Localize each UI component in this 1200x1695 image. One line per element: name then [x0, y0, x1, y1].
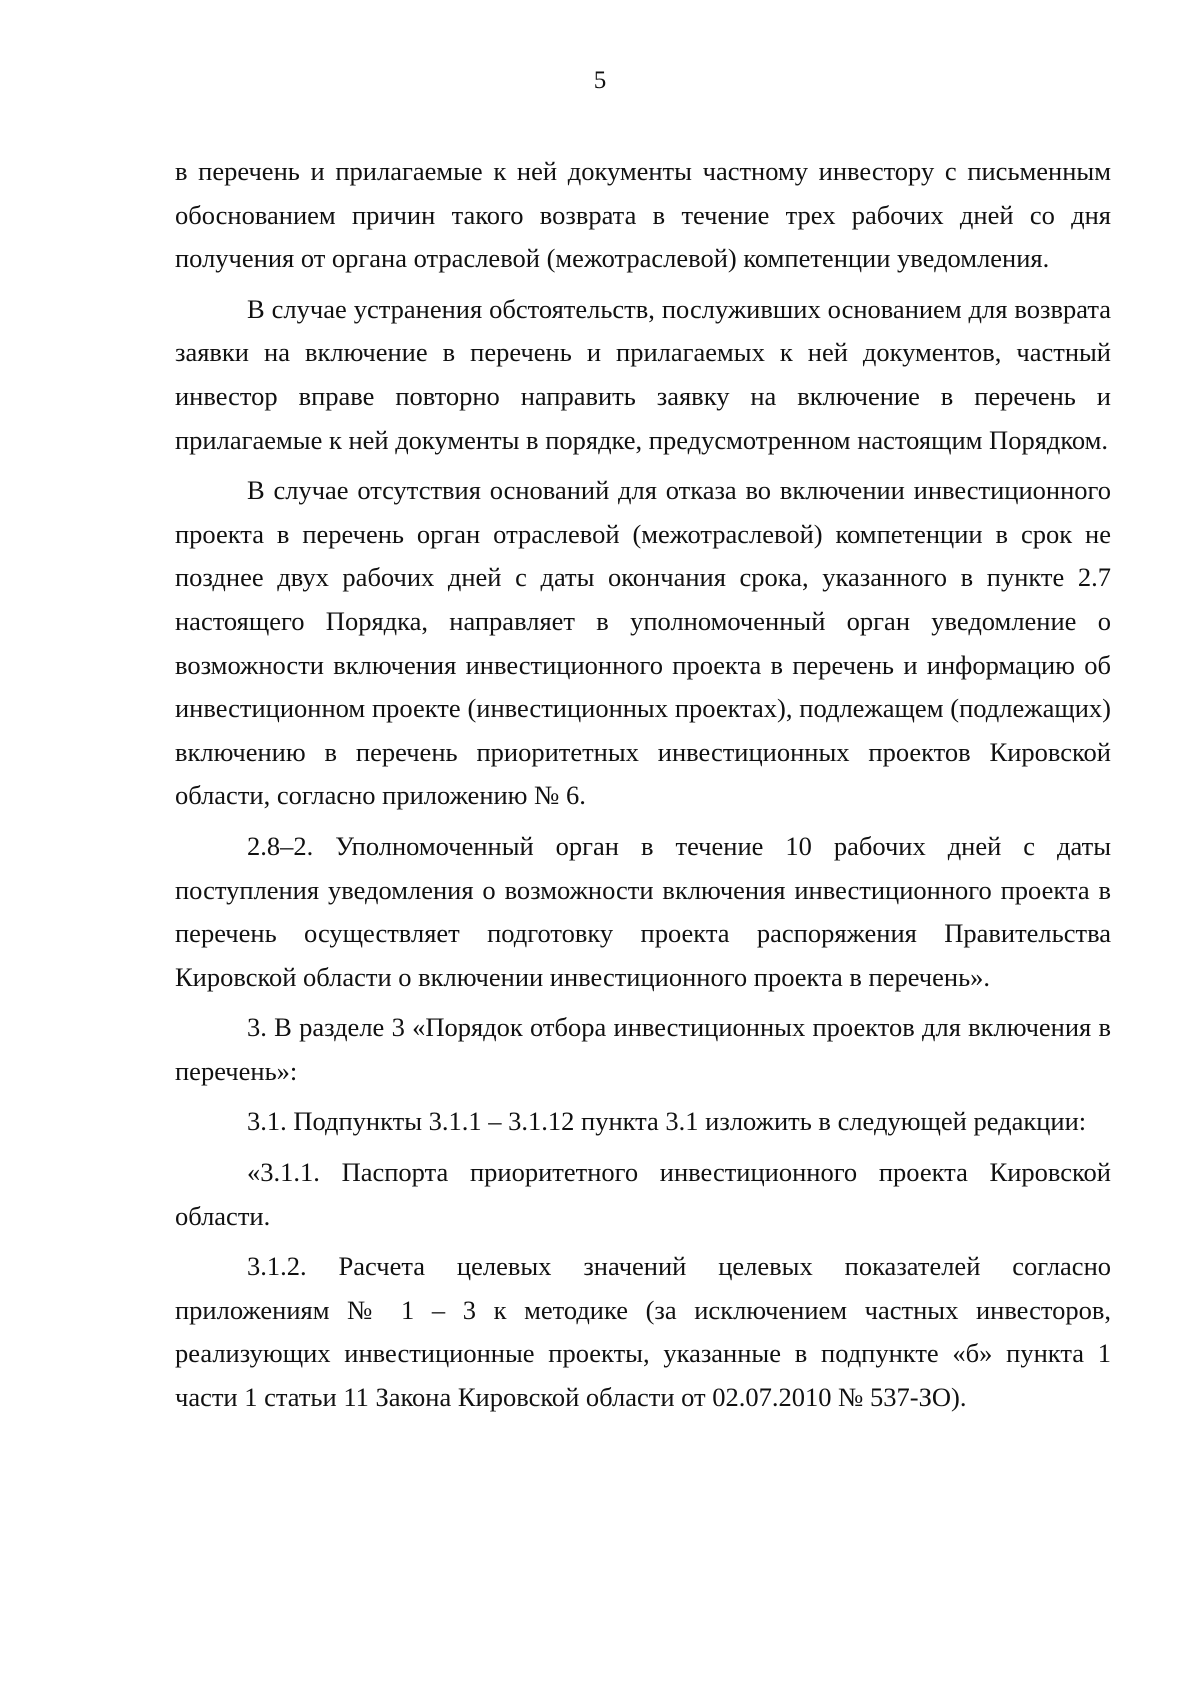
document-body [175, 150, 1111, 1427]
page-number: 5 [593, 67, 607, 94]
paragraph-2-8-2: 2.8–2. Уполномоченный орган в течение 10 рабочих дней с даты поступления уведомления о возможности включения инвестиционного проекта в перечень осуществляет подготовку проекта распоряжения Правительства Кировской области о включении инвестиционного проекта в перечень». [175, 830, 1111, 992]
paragraph-return-resubmission: В случае устранения обстоятельств, послуживших основанием для возврата заявки на включение в перечень и прилагаемых к ней документов, частный инвестор вправе повторно направить заявку на включение в перечень и прилагаемые к ней документы в порядке, предусмотренном настоящим Порядком. [175, 293, 1111, 455]
paragraph-section-3: 3. В разделе 3 «Порядок отбора инвестиционных проектов для включения в перечень»: [175, 1012, 1111, 1086]
paragraph-continuation: в перечень и прилагаемые к ней документы частному инвестору с письменным обоснованием причин такого возврата в течение трех рабочих дней со дня получения от органа отраслевой (межотраслевой) компетенции уведомления. [175, 156, 1111, 274]
paragraph-3-1-1: «3.1.1. Паспорта приоритетного инвестиционного проекта Кировской области. [175, 1157, 1111, 1231]
paragraph-3-1: 3.1. Подпункты 3.1.1 – 3.1.12 пункта 3.1 изложить в следующей редакции: [247, 1106, 1087, 1137]
paragraph-no-refusal-grounds: В случае отсутствия оснований для отказа во включении инвестиционного проекта в перечень орган отраслевой (межотраслевой) компетенции в срок не позднее двух рабочих дней с даты окончания срока, указанного в пункте 2.7 настоящего Порядка, направляет в уполномоченный орган уведомление о возможности включения инвестиционного проекта в перечень и информацию об инвестиционном проекте (инвестиционных проектах), подлежащем (подлежащих) включению в перечень приоритетных инвестиционных проектов Кировской области, согласно приложению № 6. [175, 475, 1111, 811]
paragraph-3-1-2: 3.1.2. Расчета целевых значений целевых показателей согласно приложениям № 1 – 3 к методике (за исключением частных инвесторов, реализующих инвестиционные проекты, указанные в подпункте «б» пункта 1 части 1 статьи 11 Закона Кировской области от 02.07.2010 № 537-ЗО). [175, 1251, 1111, 1413]
